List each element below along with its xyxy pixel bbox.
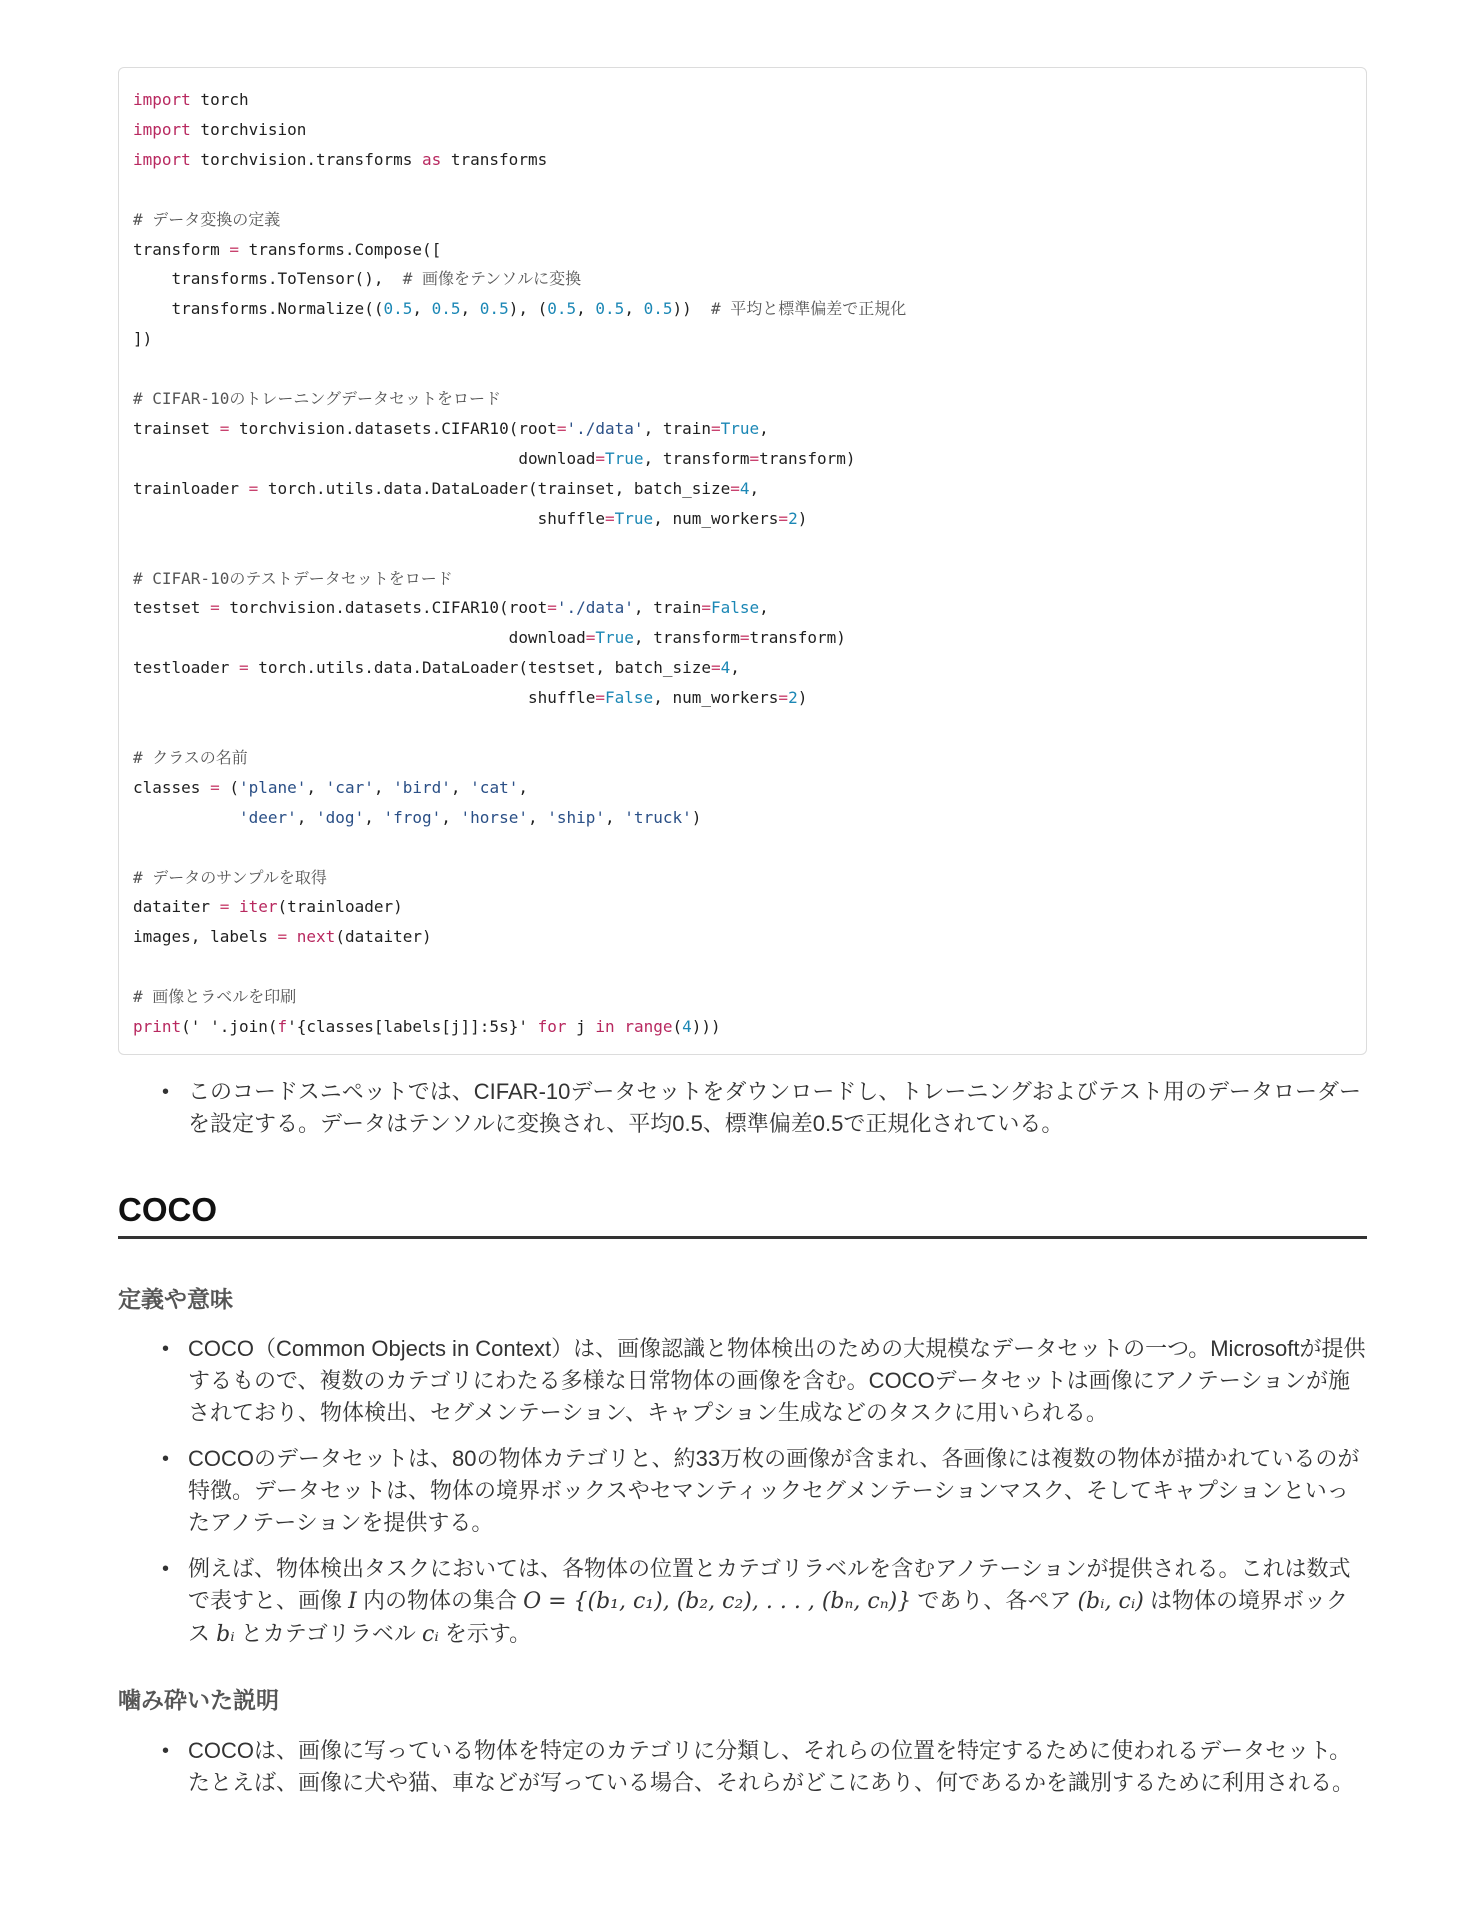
code-line	[133, 85, 1352, 115]
code-token: import	[133, 149, 191, 169]
code-line	[133, 773, 1352, 803]
code-token: 4	[682, 1017, 692, 1037]
code-token: import	[133, 119, 191, 139]
code-token: =	[710, 658, 721, 678]
code-token: for	[537, 1017, 567, 1037]
code-token: print	[133, 1017, 182, 1037]
code-token: # データのサンプルを取得	[133, 867, 327, 887]
code-token: True	[595, 628, 634, 648]
math-object-set: O = {(b₁, c₁), (b₂, c₂), . . . , (bₙ, cₙ)}	[523, 1589, 912, 1614]
code-token: shuffle	[133, 508, 606, 528]
code-token: transforms.ToTensor(),	[133, 269, 403, 289]
list-item: • COCO（Common Objects in Context）は、画像認識と物体検出のための大規模なデータセットの一つ。Microsoftが提供するもので、複数のカテゴリにわたる多様な日常物体の画像を含む。COCOデータセットは画像にアノテーションが施されており、物体検出、セグメンテーション、キャプション生成などのタスクに用いられる。	[118, 1333, 1367, 1429]
code-token: classes	[133, 777, 211, 797]
code-token: 0.5	[431, 299, 461, 319]
code-token: transforms	[441, 149, 548, 169]
code-listing	[133, 85, 1352, 1042]
code-token: =	[238, 658, 249, 678]
code-token: =	[219, 897, 230, 917]
code-line	[133, 115, 1352, 145]
code-token: 4	[720, 658, 731, 678]
code-token: 2	[788, 508, 798, 528]
code-token: torchvision.datasets.CIFAR10(root	[229, 418, 557, 438]
code-token: images, labels	[133, 927, 278, 947]
code-token: download	[133, 628, 586, 648]
code-token: =	[595, 448, 606, 468]
code-token: torchvision.transforms	[190, 149, 422, 169]
code-token: ,	[730, 658, 740, 678]
code-token: True	[614, 508, 654, 528]
code-token: , transform	[643, 448, 750, 468]
code-token: 'ship'	[547, 807, 606, 827]
code-line	[133, 623, 1352, 653]
code-token: range	[624, 1017, 673, 1037]
code-token: (	[672, 1017, 683, 1037]
code-token: in	[595, 1017, 615, 1037]
definition-heading: 定義や意味	[118, 1286, 233, 1312]
code-token: torchvision	[190, 119, 307, 139]
code-token: ,	[412, 299, 432, 319]
code-token: =	[749, 448, 760, 468]
code-line	[133, 504, 1352, 534]
code-token: trainset	[133, 418, 220, 438]
code-token	[229, 897, 239, 916]
code-token: 0.5	[383, 299, 413, 319]
code-token	[615, 1017, 625, 1036]
code-line	[133, 534, 1352, 564]
code-token: ), (	[508, 299, 548, 319]
list-item	[118, 1553, 1367, 1651]
code-token: False	[605, 688, 654, 708]
code-token: testset	[133, 598, 211, 618]
code-token: 'bird'	[393, 777, 451, 797]
code-token: 'frog'	[383, 807, 442, 827]
code-line	[133, 952, 1352, 982]
simple-explanation-list	[118, 1735, 1367, 1799]
code-token: j	[566, 1017, 596, 1037]
code-token	[287, 927, 297, 946]
text-run: 例えば、物体検出タスクにおいては、各物体の位置とカテゴリラベルを含むアノテーションが提供される。これは数式で表すと、画像	[188, 1556, 1351, 1613]
code-token: 'truck'	[624, 807, 692, 827]
code-line	[133, 354, 1352, 384]
code-line	[133, 384, 1352, 414]
code-token: =	[219, 418, 230, 438]
code-token	[133, 808, 239, 827]
code-token: torch	[190, 90, 249, 109]
definition-list	[118, 1333, 1367, 1651]
code-token: # 平均と標準偏差で正規化	[711, 299, 907, 319]
code-token: =	[778, 508, 789, 528]
code-token: =	[739, 628, 750, 648]
code-token: , train	[643, 418, 711, 438]
code-note-list	[118, 1076, 1367, 1140]
code-token: =	[701, 598, 711, 618]
text-run: は物体の境界ボックス	[188, 1588, 1348, 1646]
code-line	[133, 414, 1352, 444]
code-line	[133, 892, 1352, 922]
code-token: 0.5	[595, 299, 625, 319]
code-token: , num_workers	[653, 508, 779, 528]
code-token: trainloader	[133, 478, 249, 498]
code-line	[133, 444, 1352, 474]
code-token: torch.utils.data.DataLoader(trainset, batch_size	[258, 478, 731, 498]
code-token: ,	[450, 777, 471, 797]
math-bbox-symbol: bᵢ	[216, 1622, 235, 1647]
code-line	[133, 593, 1352, 623]
code-token: True	[720, 418, 760, 438]
code-token: ))	[672, 299, 712, 319]
code-token: , transform	[633, 628, 740, 648]
code-line	[133, 324, 1352, 354]
code-token: transforms.Normalize((	[133, 299, 384, 319]
code-token: 'horse'	[460, 807, 528, 827]
code-token: download	[133, 448, 596, 468]
math-pair: (bᵢ, cᵢ)	[1077, 1589, 1144, 1614]
code-line	[133, 803, 1352, 833]
code-token: =	[248, 478, 259, 498]
code-token: as	[421, 149, 442, 169]
code-token: (dataiter)	[335, 927, 432, 947]
code-token: transform)	[759, 448, 856, 468]
code-token: ,	[605, 807, 625, 827]
code-token: )))	[691, 1017, 721, 1037]
code-line	[133, 1012, 1352, 1042]
code-token: 'car'	[325, 777, 374, 797]
code-token: shuffle	[133, 688, 596, 708]
code-token: torchvision.datasets.CIFAR10(root	[219, 598, 548, 618]
code-token: ,	[759, 598, 769, 618]
code-token: (	[219, 777, 239, 797]
text-run: とカテゴリラベル	[234, 1621, 422, 1646]
code-line	[133, 264, 1352, 294]
code-token: ,	[441, 807, 461, 827]
code-line	[133, 982, 1352, 1012]
code-token: , train	[633, 598, 702, 618]
code-token: './data'	[566, 418, 644, 438]
code-line	[133, 922, 1352, 952]
code-line	[133, 564, 1352, 594]
code-token: # 画像とラベルを印刷	[133, 987, 297, 1007]
code-token: =	[229, 239, 239, 259]
code-token: ,	[759, 418, 769, 438]
code-token: , num_workers	[653, 688, 779, 708]
code-token: torch.utils.data.DataLoader(testset, batch_size	[248, 658, 711, 678]
math-image-symbol: I	[348, 1589, 357, 1614]
code-line	[133, 713, 1352, 743]
code-token: =	[210, 598, 220, 618]
code-token: # クラスの名前	[133, 747, 248, 767]
code-block	[118, 67, 1367, 1055]
code-token: (trainloader)	[277, 897, 403, 917]
code-token: ,	[460, 299, 480, 319]
code-token: ,	[296, 807, 317, 827]
code-token: True	[605, 448, 644, 468]
code-token: '{classes[labels[j]]:5s}'	[287, 1017, 538, 1037]
code-token: =	[277, 927, 288, 947]
code-token: # データ変換の定義	[133, 209, 281, 229]
code-token: transform)	[749, 628, 846, 648]
code-token: =	[595, 688, 606, 708]
code-token: import	[133, 90, 191, 109]
code-line	[133, 833, 1352, 863]
code-token: testloader	[133, 658, 239, 678]
code-token: 0.5	[479, 299, 509, 319]
simple-explanation-heading: 噛み砕いた説明	[118, 1687, 279, 1713]
code-token: transform	[133, 239, 230, 259]
math-label-symbol: cᵢ	[422, 1622, 439, 1647]
text-run: 内の物体の集合	[356, 1588, 524, 1613]
code-token: =	[585, 628, 596, 648]
code-line	[133, 743, 1352, 773]
code-token: 'deer'	[238, 807, 297, 827]
code-token: ,	[364, 807, 384, 827]
code-token: False	[711, 598, 760, 618]
code-line	[133, 474, 1352, 504]
code-token: # CIFAR-10のテストデータセットをロード	[133, 568, 453, 588]
code-token: f	[277, 1017, 288, 1037]
code-token: =	[730, 478, 740, 498]
code-token: ,	[749, 478, 760, 498]
code-token: =	[711, 418, 721, 438]
code-token: ,	[306, 777, 326, 797]
section-title: COCO	[118, 1188, 1367, 1239]
code-token: ,	[373, 777, 394, 797]
code-token: 'cat'	[470, 777, 519, 797]
code-token: ,	[518, 777, 528, 797]
code-token: 0.5	[643, 299, 673, 319]
code-token: 'plane'	[238, 777, 307, 797]
code-token: 2	[788, 688, 798, 708]
code-token: ,	[527, 807, 548, 827]
code-token: =	[210, 777, 220, 797]
code-token: 0.5	[547, 299, 577, 319]
text-run: であり、各ペア	[911, 1588, 1078, 1613]
code-token: ,	[624, 299, 644, 319]
code-line	[133, 653, 1352, 683]
code-token: # CIFAR-10のトレーニングデータセットをロード	[133, 389, 502, 409]
code-token: ,	[576, 299, 596, 319]
code-token: )	[691, 807, 702, 827]
code-token: =	[547, 598, 557, 618]
text-run: を示す。	[438, 1621, 532, 1646]
code-line	[133, 294, 1352, 324]
code-token: ])	[133, 329, 153, 349]
code-token: =	[556, 418, 567, 438]
list-item: • このコードスニペットでは、CIFAR-10データセットをダウンロードし、トレーニングおよびテスト用のデータローダーを設定する。データはテンソルに変換され、平均0.5、標準偏差0.5で正規化されている。	[118, 1076, 1367, 1140]
code-token: =	[778, 688, 789, 708]
code-line	[133, 863, 1352, 893]
code-token: =	[605, 508, 615, 528]
code-token: # 画像をテンソルに変換	[402, 269, 582, 289]
code-line	[133, 175, 1352, 205]
code-token: (' '.join(	[181, 1017, 278, 1037]
list-item: • COCOのデータセットは、80の物体カテゴリと、約33万枚の画像が含まれ、各画像には複数の物体が描かれているのが特徴。データセットは、物体の境界ボックスやセマンティックセグメンテーションマスク、そしてキャプションといったアノテーションを提供する。	[118, 1443, 1367, 1539]
code-token: )	[797, 508, 808, 528]
code-token: 4	[739, 478, 750, 498]
code-token: )	[797, 688, 808, 708]
code-token: dataiter	[133, 897, 220, 917]
code-token: './data'	[556, 598, 634, 618]
code-line	[133, 205, 1352, 235]
code-token: 'dog'	[316, 807, 365, 827]
code-line	[133, 145, 1352, 175]
code-token: iter	[238, 897, 278, 917]
code-line	[133, 683, 1352, 713]
code-token: next	[296, 927, 336, 947]
code-token: transforms.Compose([	[238, 239, 442, 259]
list-item: • COCOは、画像に写っている物体を特定のカテゴリに分類し、それらの位置を特定するために使われるデータセット。たとえば、画像に犬や猫、車などが写っている場合、それらがどこにあり、何であるかを識別するために利用される。	[118, 1735, 1367, 1799]
code-line	[133, 235, 1352, 265]
